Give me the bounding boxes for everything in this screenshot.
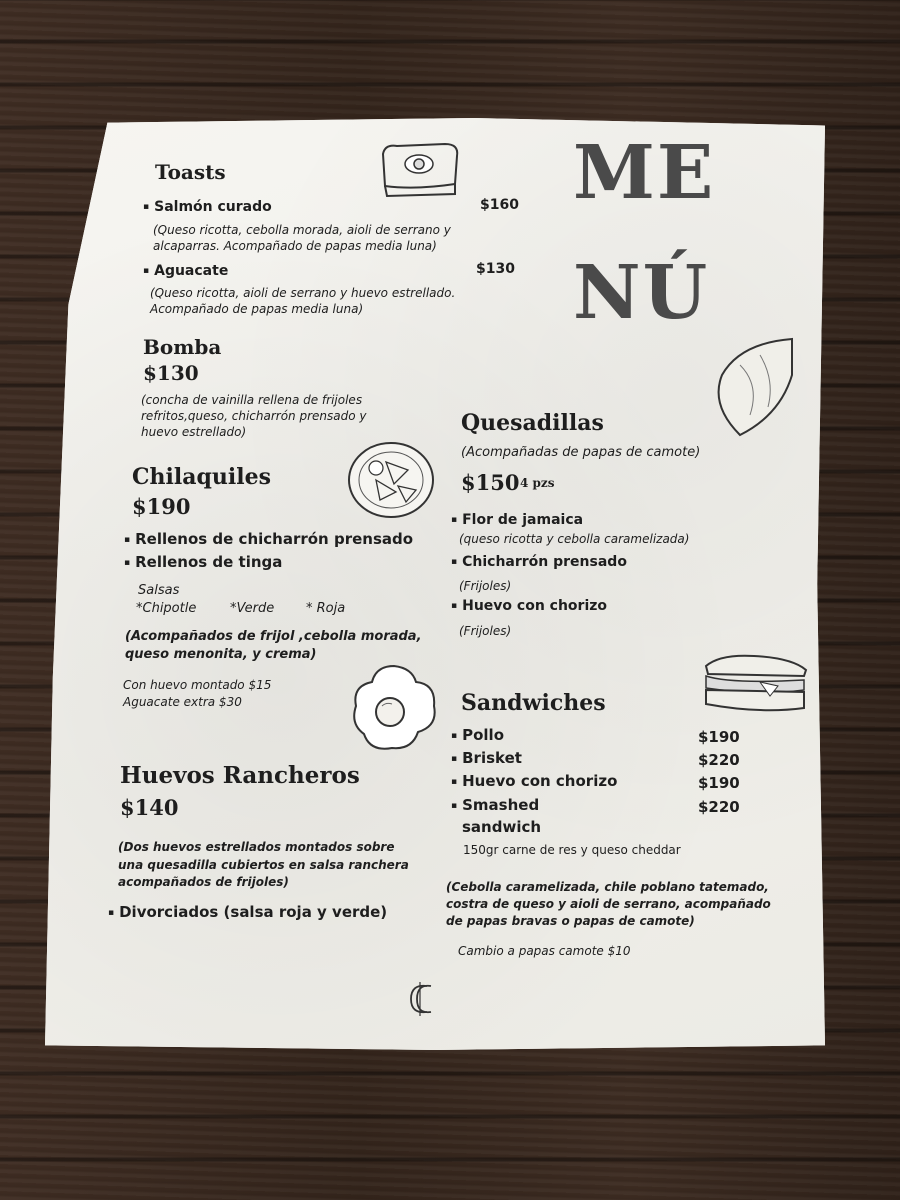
quesadilla-item-desc: (Frijoles) bbox=[459, 579, 512, 593]
chilaquiles-note: queso menonita, y crema) bbox=[125, 647, 317, 662]
sandwich-icon bbox=[700, 652, 810, 718]
sandwich-item-name: ▪ Pollo bbox=[451, 726, 504, 744]
quesadilla-item-name: ▪ Flor de jamaica bbox=[451, 512, 583, 528]
chilaquiles-plate-icon bbox=[346, 440, 436, 520]
chilaquiles-option: ▪ Rellenos de chicharrón prensado bbox=[124, 530, 413, 548]
bomba-desc: (concha de vainilla rellena de frijoles bbox=[141, 393, 363, 407]
toast-item-price: $160 bbox=[480, 197, 519, 213]
huevos-heading: Huevos Rancheros bbox=[120, 762, 360, 789]
toast-item-desc: (Queso ricotta, aioli de serrano y huevo estrellado. bbox=[150, 286, 456, 300]
concha-icon bbox=[710, 335, 800, 440]
menu-title-line1: ME bbox=[573, 130, 716, 216]
toasts-heading: Toasts bbox=[155, 160, 226, 184]
fried-egg-icon bbox=[348, 662, 440, 754]
sandwich-item-name: ▪ Brisket bbox=[451, 749, 522, 767]
salsas-label: Salsas bbox=[138, 583, 180, 598]
toast-item-price: $130 bbox=[476, 261, 515, 277]
sandwiches-note: de papas bravas o papas de camote) bbox=[446, 914, 695, 928]
sandwich-item-name: ▪ Smashed bbox=[451, 796, 539, 814]
sandwich-item-name: ▪ Huevo con chorizo bbox=[451, 772, 617, 790]
toast-item-desc: (Queso ricotta, cebolla morada, aioli de serrano y bbox=[153, 223, 451, 237]
quesadilla-item-desc: (queso ricotta y cebolla caramelizada) bbox=[459, 532, 690, 546]
sandwich-item-price: $220 bbox=[698, 751, 740, 769]
chilaquiles-extra: Aguacate extra $30 bbox=[123, 695, 242, 709]
bomba-price: $130 bbox=[143, 361, 199, 385]
sandwich-item-price: $190 bbox=[698, 774, 740, 792]
quesadillas-subtitle: (Acompañadas de papas de camote) bbox=[461, 445, 701, 460]
smashed-desc: 150gr carne de res y queso cheddar bbox=[463, 843, 681, 857]
huevos-price: $140 bbox=[120, 795, 179, 820]
toast-item-name: ▪ Salmón curado bbox=[143, 199, 272, 215]
toast-item-name: ▪ Aguacate bbox=[143, 263, 228, 279]
quesadillas-qty: 4 pzs bbox=[520, 476, 555, 490]
quesadillas-price: $150 bbox=[461, 470, 520, 495]
toast-icon bbox=[375, 140, 465, 202]
huevos-note: acompañados de frijoles) bbox=[118, 875, 289, 889]
chilaquiles-price: $190 bbox=[132, 494, 191, 519]
sandwich-item-price: $190 bbox=[698, 728, 740, 746]
bomba-heading: Bomba bbox=[143, 335, 222, 359]
huevos-option: ▪ Divorciados (salsa roja y verde) bbox=[108, 903, 387, 921]
salsa-option: * Roja bbox=[306, 601, 346, 616]
sandwiches-change: Cambio a papas camote $10 bbox=[458, 944, 631, 958]
salsa-option: *Verde bbox=[230, 601, 275, 616]
sandwiches-heading: Sandwiches bbox=[461, 690, 606, 716]
menu-title-line2: NÚ bbox=[573, 250, 710, 336]
bomba-desc: huevo estrellado) bbox=[141, 425, 247, 439]
quesadilla-item-name: ▪ Huevo con chorizo bbox=[451, 598, 607, 614]
chilaquiles-note: (Acompañados de frijol ,cebolla morada, bbox=[125, 629, 422, 644]
chilaquiles-option: ▪ Rellenos de tinga bbox=[124, 553, 282, 571]
chilaquiles-extra: Con huevo montado $15 bbox=[123, 678, 272, 692]
quesadillas-heading: Quesadillas bbox=[461, 410, 604, 436]
sandwiches-note: costra de queso y aioli de serrano, acompañado bbox=[446, 897, 771, 911]
sandwich-item-price: $220 bbox=[698, 798, 740, 816]
huevos-note: (Dos huevos estrellados montados sobre bbox=[118, 840, 395, 854]
toast-item-desc: Acompañado de papas media luna) bbox=[150, 302, 364, 316]
sandwich-item-name-line2: sandwich bbox=[462, 818, 542, 836]
sandwiches-note: (Cebolla caramelizada, chile poblano tatemado, bbox=[446, 880, 769, 894]
chilaquiles-heading: Chilaquiles bbox=[132, 464, 271, 490]
toast-item-desc: alcaparras. Acompañado de papas media luna) bbox=[153, 239, 437, 253]
quesadilla-item-name: ▪ Chicharrón prensado bbox=[451, 554, 627, 570]
bomba-desc: refritos,queso, chicharrón prensado y bbox=[141, 409, 367, 423]
salsa-option: *Chipotle bbox=[136, 601, 197, 616]
huevos-note: una quesadilla cubiertos en salsa ranchera bbox=[118, 858, 409, 872]
logo-c-icon bbox=[405, 980, 435, 1018]
quesadilla-item-desc: (Frijoles) bbox=[459, 624, 512, 638]
